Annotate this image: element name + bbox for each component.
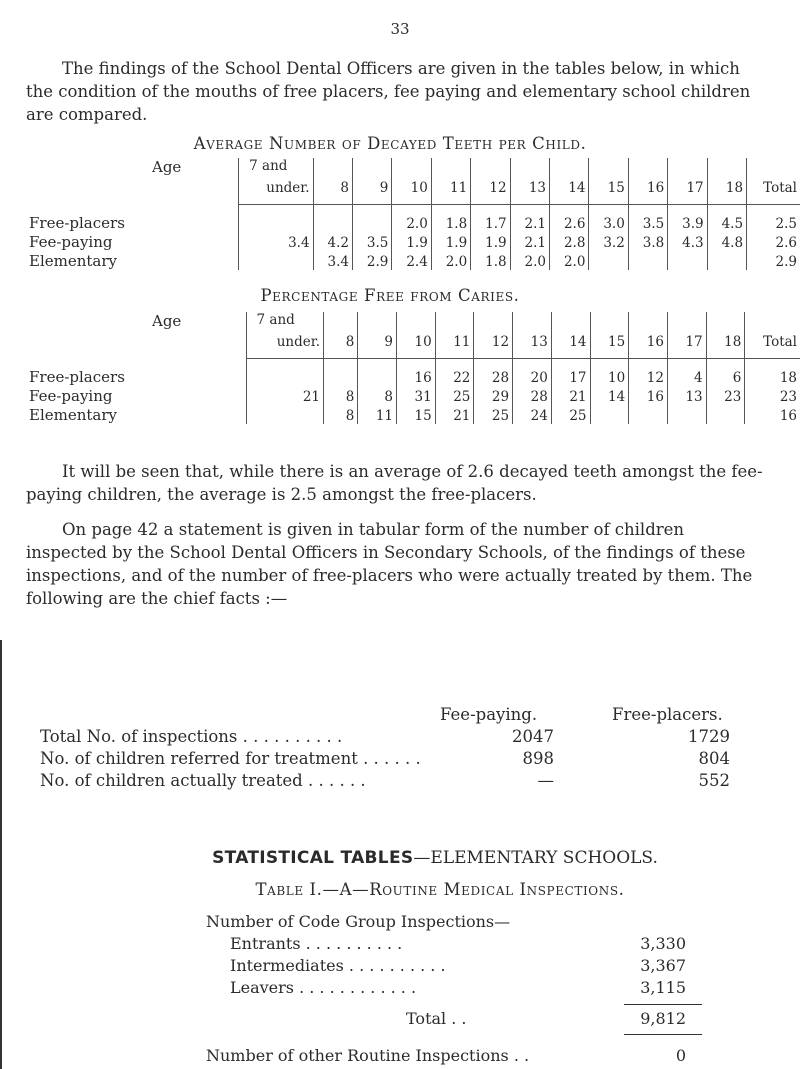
cell (628, 251, 667, 270)
col-head: 18 (707, 180, 746, 205)
page-number: 33 (390, 20, 410, 38)
col-head: 13 (513, 334, 552, 359)
facts-free-value: 1729 (688, 727, 730, 746)
cell: 28 (474, 367, 513, 386)
cell: 2.5 (747, 213, 800, 232)
cell: 4.3 (668, 232, 707, 251)
col-head: 10 (397, 334, 436, 359)
cell (668, 251, 707, 270)
statistical-tables-heading (0, 848, 800, 868)
col-head: 8 (313, 180, 352, 205)
item-value: 3,367 (640, 956, 686, 975)
list-item (206, 955, 706, 977)
cell: 25 (551, 405, 590, 424)
item-label: Intermediates . . . . . . . . . . (230, 956, 446, 975)
cell: 2.0 (392, 213, 431, 232)
divider (624, 1034, 702, 1035)
row-label: Free-placers (29, 214, 125, 232)
cell: 4.5 (707, 213, 746, 232)
other-value: 0 (675, 1046, 686, 1065)
cell: 1.7 (471, 213, 510, 232)
decayed-teeth-table (26, 158, 800, 270)
cell: 14 (590, 386, 629, 405)
cell: 1.9 (392, 232, 431, 251)
cell: 2.9 (352, 251, 391, 270)
cell: 3.8 (628, 232, 667, 251)
routine-total (206, 1008, 706, 1030)
cell: 23 (745, 386, 800, 405)
item-label: Entrants . . . . . . . . . . (230, 934, 403, 953)
col-head: 15 (589, 180, 628, 205)
cell: 22 (435, 367, 474, 386)
table-row (26, 251, 800, 270)
cell (239, 251, 313, 270)
table-row (26, 232, 800, 251)
col-head: 14 (551, 334, 590, 359)
cell: 12 (629, 367, 668, 386)
col-head: 9 (352, 180, 391, 205)
table-row (26, 367, 800, 386)
total-value: 9,812 (640, 1009, 686, 1028)
age-label: Age (152, 312, 182, 330)
facts-label: Total No. of inspections . . . . . . . . . . (40, 727, 343, 746)
free-placers-heading: Free-placers. (612, 705, 723, 724)
cell: 2.1 (510, 213, 549, 232)
cell: 1.8 (471, 251, 510, 270)
cell: 25 (435, 386, 474, 405)
cell: 2.8 (550, 232, 589, 251)
col-head: 15 (590, 334, 629, 359)
item-label: Leavers . . . . . . . . . . . . (230, 978, 417, 997)
cell: 2.0 (431, 251, 470, 270)
total-label: Total . . (406, 1009, 467, 1028)
cell: 24 (513, 405, 552, 424)
col-head: Total (747, 180, 800, 205)
summary-paragraph: It will be seen that, while there is an average of 2.6 decayed teeth amongst the fee-paying children, the average is 2.5 amongst the free-placers. (26, 462, 763, 504)
cell (313, 213, 352, 232)
cell: 11 (358, 405, 397, 424)
item-value: 3,330 (640, 934, 686, 953)
cell: 2.9 (747, 251, 800, 270)
cell: 16 (397, 367, 436, 386)
facts-free-value: 552 (698, 771, 730, 790)
cell (246, 405, 323, 424)
divider (624, 1004, 702, 1005)
col-head: 17 (668, 180, 707, 205)
stat-title-rest: —ELEMENTARY SCHOOLS. (413, 848, 658, 868)
cell: 31 (397, 386, 436, 405)
cell (358, 367, 397, 386)
cell (590, 405, 629, 424)
col-head: 11 (435, 334, 474, 359)
cell: 20 (513, 367, 552, 386)
cell: 28 (513, 386, 552, 405)
table-row (26, 386, 800, 405)
caries-free-table (26, 312, 800, 424)
col-head: 14 (550, 180, 589, 205)
other-label: Number of other Routine Inspections . . (206, 1046, 530, 1065)
col-head: 12 (471, 180, 510, 205)
row-label: Elementary (29, 406, 118, 424)
cell (589, 251, 628, 270)
cell: 10 (590, 367, 629, 386)
cell: 15 (397, 405, 436, 424)
cell: 2.6 (747, 232, 800, 251)
cell: 16 (745, 405, 800, 424)
col-head: Total (745, 334, 800, 359)
cell: 2.1 (510, 232, 549, 251)
facts-table (40, 704, 770, 792)
cell: 21 (551, 386, 590, 405)
cell: 21 (246, 386, 323, 405)
group-heading: Number of Code Group Inspections— (206, 912, 511, 931)
facts-fee-value: 898 (522, 749, 554, 768)
table-row (26, 213, 800, 232)
table2-title: Percentage Free from Caries. (260, 286, 520, 305)
facts-row (40, 770, 770, 792)
cell (324, 367, 358, 386)
col-head: 17 (667, 334, 706, 359)
cell: 13 (667, 386, 706, 405)
cell: 3.2 (589, 232, 628, 251)
facts-intro-paragraph: On page 42 a statement is given in tabular form of the number of children inspected by the School Dental Officers in Secondary Schools, of the findings of these inspections, and of the number of free-placers who were actually treated by them. The following are the chief facts :— (26, 520, 753, 608)
cell: 2.0 (510, 251, 549, 270)
cell: 29 (474, 386, 513, 405)
cell: 4.8 (707, 232, 746, 251)
cell: 8 (358, 386, 397, 405)
cell: 23 (706, 386, 745, 405)
facts-fee-value: 2047 (512, 727, 554, 746)
col-head: 8 (324, 334, 358, 359)
binding-edge (0, 640, 2, 1069)
list-item (206, 977, 706, 999)
col-head: 13 (510, 180, 549, 205)
col-head: 18 (706, 334, 745, 359)
col-head: under. (246, 334, 323, 359)
facts-row (40, 726, 770, 748)
cell: 1.8 (431, 213, 470, 232)
cell: 4.2 (313, 232, 352, 251)
cell: 18 (745, 367, 800, 386)
cell (239, 213, 313, 232)
cell: 1.9 (431, 232, 470, 251)
cell: 16 (629, 386, 668, 405)
col-head: 12 (474, 334, 513, 359)
row-label: Fee-paying (29, 233, 113, 251)
table1-title: Average Number of Decayed Teeth per Child. (193, 134, 587, 153)
age-label: Age (152, 158, 182, 176)
list-item (206, 933, 706, 955)
intro-paragraph: The findings of the School Dental Officers are given in the tables below, in which the condition of the mouths of free placers, fee paying and elementary school children are compared. (26, 59, 751, 124)
cell (706, 405, 745, 424)
cell: 3.0 (589, 213, 628, 232)
stat-title-bold: STATISTICAL TABLES (212, 848, 414, 868)
row-label: Elementary (29, 252, 118, 270)
col-head: 16 (628, 180, 667, 205)
cell: 1.9 (471, 232, 510, 251)
cell (667, 405, 706, 424)
facts-fee-value: — (537, 771, 554, 790)
table-row (26, 405, 800, 424)
facts-label: No. of children actually treated . . . . . . (40, 771, 366, 790)
cell: 3.4 (313, 251, 352, 270)
row-label: Fee-paying (29, 387, 113, 405)
facts-label: No. of children referred for treatment . . . . . . (40, 749, 421, 768)
col-head: 7 and (246, 312, 323, 334)
col-head: 10 (392, 180, 431, 205)
cell: 2.4 (392, 251, 431, 270)
col-head: under. (239, 180, 313, 205)
cell: 3.5 (352, 232, 391, 251)
routine-inspections-list (206, 911, 706, 999)
cell: 8 (324, 386, 358, 405)
cell: 3.9 (668, 213, 707, 232)
col-head: 11 (431, 180, 470, 205)
cell: 8 (324, 405, 358, 424)
fee-paying-heading: Fee-paying. (440, 705, 538, 724)
cell (246, 367, 323, 386)
cell: 17 (551, 367, 590, 386)
facts-row (40, 748, 770, 770)
cell: 2.0 (550, 251, 589, 270)
col-head: 16 (629, 334, 668, 359)
cell (629, 405, 668, 424)
cell: 2.6 (550, 213, 589, 232)
table-a-title: Table I.—A—Routine Medical Inspections. (255, 880, 625, 899)
row-label: Free-placers (29, 368, 125, 386)
cell: 4 (667, 367, 706, 386)
item-value: 3,115 (640, 978, 686, 997)
cell: 3.4 (239, 232, 313, 251)
cell: 6 (706, 367, 745, 386)
other-routine-row (206, 1045, 706, 1067)
cell: 21 (435, 405, 474, 424)
facts-free-value: 804 (698, 749, 730, 768)
col-head: 9 (358, 334, 397, 359)
cell: 25 (474, 405, 513, 424)
col-head: 7 and (239, 158, 313, 180)
cell: 3.5 (628, 213, 667, 232)
cell (707, 251, 746, 270)
cell (352, 213, 391, 232)
